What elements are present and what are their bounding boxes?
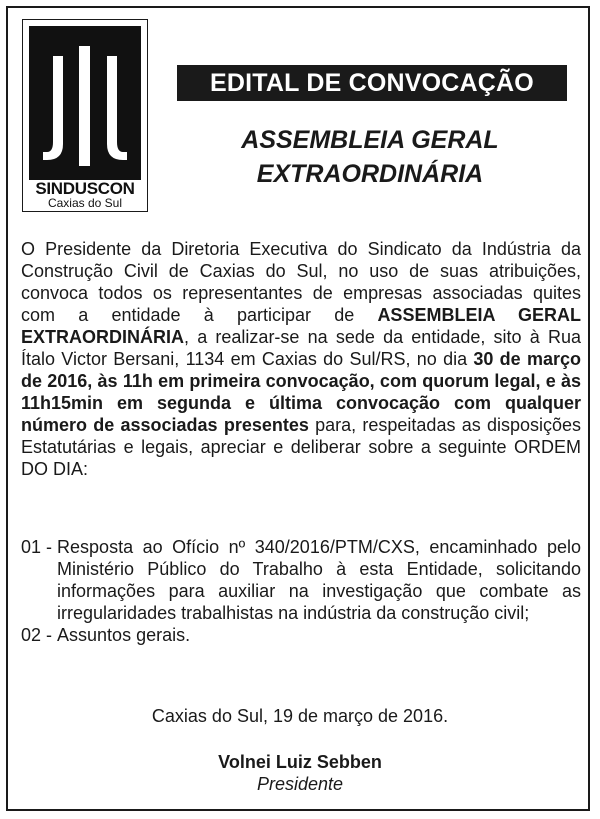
body-text-3: para, respeitadas as disposições Estatutárias e legais, apreciar e deliberar sobre a seguinte ORDEM DO DIA: xyxy=(21,415,582,479)
body-bold-1: ASSEMBLEIA GERAL EXTRAORDINÁRIA xyxy=(21,305,581,347)
agenda-item-number: 02 - xyxy=(21,625,58,645)
agenda-item xyxy=(21,624,581,646)
notice-banner: EDITAL DE CONVOCAÇÃO xyxy=(177,65,567,101)
notice-date: Caxias do Sul, 19 de março de 2016. xyxy=(151,706,449,726)
logo-name: SINDUSCON xyxy=(35,179,135,198)
notice-body xyxy=(21,238,581,480)
body-bold-2: 30 de março de 2016, às 11h em primeira convocação, com quorum legal, e às 11h15min em segunda e última convocação com qualquer número de associadas presentes xyxy=(21,349,581,435)
body-text-2: , a realizar-se na sede da entidade, sito à Rua Ítalo Victor Bersani, 1134 em Caxias do Sul/RS, no dia xyxy=(21,327,581,369)
agenda-item xyxy=(21,536,581,624)
assembly-title-line2: EXTRAORDINÁRIA xyxy=(256,160,484,188)
sinduscon-logo xyxy=(22,19,148,212)
signer-name: Volnei Luiz Sebben xyxy=(218,752,382,772)
agenda-list xyxy=(21,536,581,646)
logo-mark xyxy=(29,26,141,180)
body-paragraph xyxy=(21,238,581,480)
logo-subtitle: Caxias do Sul xyxy=(47,196,123,210)
agenda-item-text: Resposta ao Ofício nº 340/2016/PTM/CXS, encaminhado pelo Ministério Público do Trabalho à esta Entidade, solicitando informações para auxiliar na investigação que combate as irregularidades trabalhistas na indústria da construção civil; xyxy=(57,537,581,623)
agenda-item-text: Assuntos gerais. xyxy=(57,625,191,645)
logo-mark-icon xyxy=(29,26,141,180)
body-text-1: O Presidente da Diretoria Executiva do Sindicato da Indústria da Construção Civil de Caxias do Sul, no uso de suas atribuições, convoca todos os representantes de empresas associadas quites com a entidade à participar de xyxy=(21,239,581,325)
assembly-title-line1: ASSEMBLEIA GERAL xyxy=(241,126,499,154)
agenda-item-number: 01 - xyxy=(21,537,58,557)
signer-role: Presidente xyxy=(256,774,344,794)
